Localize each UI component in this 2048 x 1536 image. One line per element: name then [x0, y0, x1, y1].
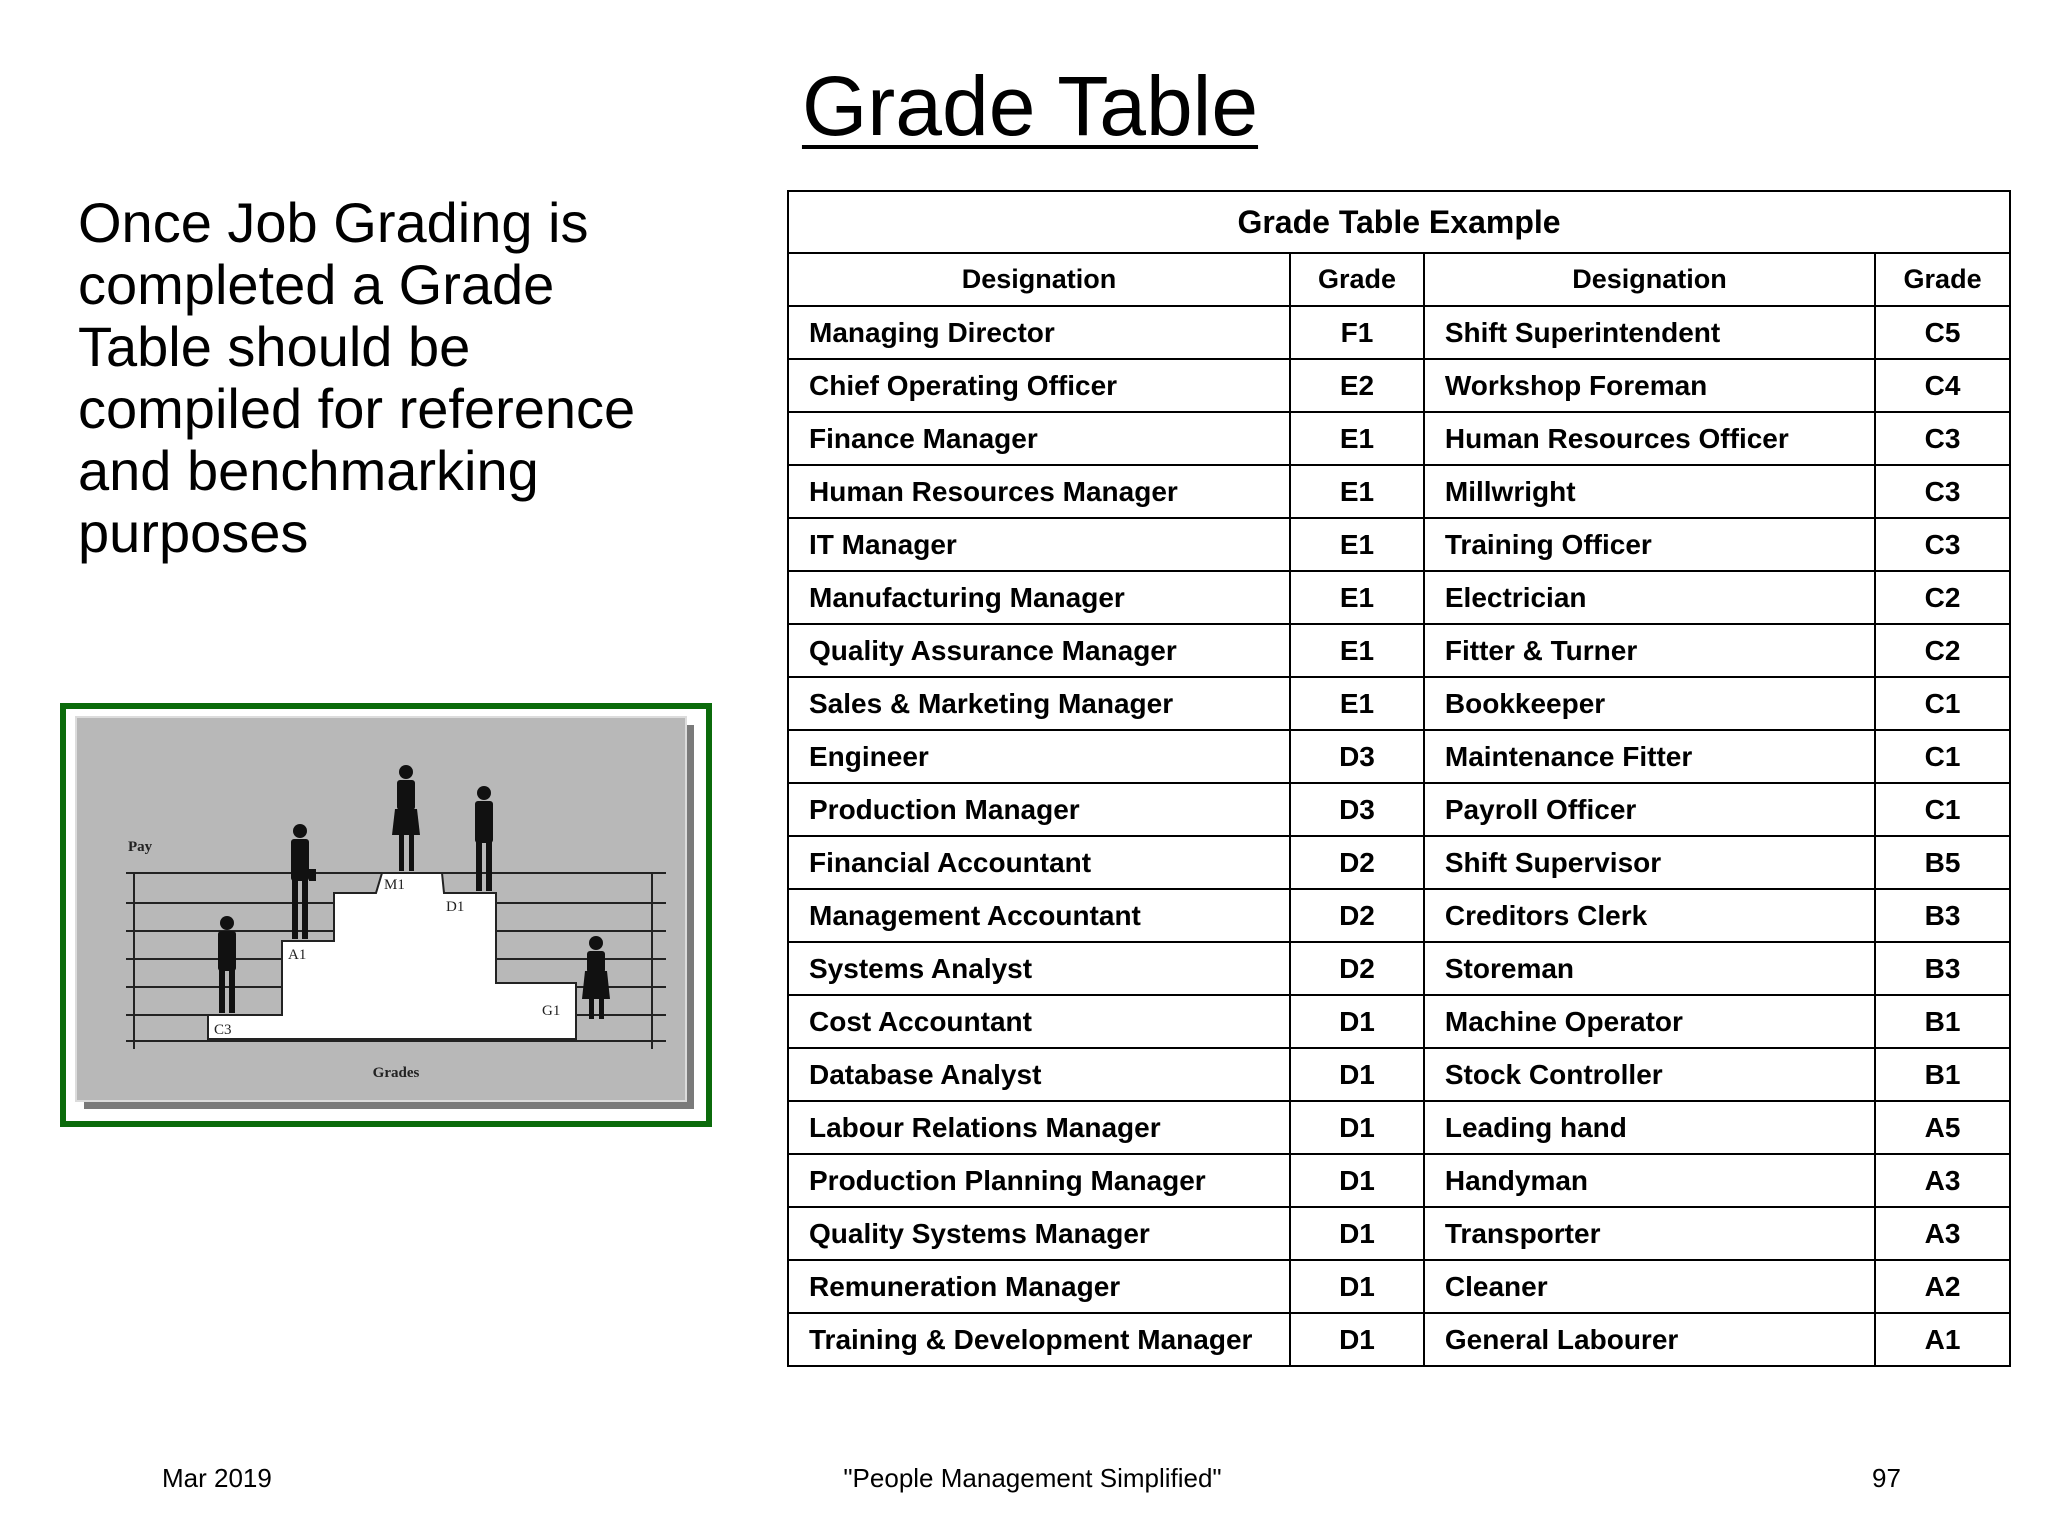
grade-cell: C2: [1875, 624, 2010, 677]
designation-cell: Production Planning Manager: [788, 1154, 1290, 1207]
designation-cell: Training & Development Manager: [788, 1313, 1290, 1366]
designation-cell: Leading hand: [1424, 1101, 1875, 1154]
designation-cell: Human Resources Manager: [788, 465, 1290, 518]
footer-date: Mar 2019: [162, 1463, 272, 1493]
grade-cell: D1: [1290, 1048, 1424, 1101]
table-row: [788, 1154, 2010, 1207]
table-row: [788, 677, 2010, 730]
designation-cell: Machine Operator: [1424, 995, 1875, 1048]
header-designation-left: Designation: [788, 253, 1290, 306]
designation-cell: Human Resources Officer: [1424, 412, 1875, 465]
designation-cell: Remuneration Manager: [788, 1260, 1290, 1313]
grade-cell: C2: [1875, 571, 2010, 624]
grade-cell: D2: [1290, 889, 1424, 942]
designation-cell: Millwright: [1424, 465, 1875, 518]
grade-cell: C3: [1875, 412, 2010, 465]
table-header-row: [788, 253, 2010, 306]
grade-cell: F1: [1290, 306, 1424, 359]
grade-cell: D1: [1290, 995, 1424, 1048]
table-row: [788, 783, 2010, 836]
grade-cell: E2: [1290, 359, 1424, 412]
footer-book-title: "People Management Simplified": [843, 1463, 1222, 1493]
table-row: [788, 1101, 2010, 1154]
step-label-m1: M1: [384, 877, 405, 893]
designation-cell: Finance Manager: [788, 412, 1290, 465]
designation-cell: Handyman: [1424, 1154, 1875, 1207]
grade-cell: E1: [1290, 412, 1424, 465]
grades-axis-label: Grades: [372, 1065, 420, 1081]
designation-cell: Shift Superintendent: [1424, 306, 1875, 359]
designation-cell: Electrician: [1424, 571, 1875, 624]
designation-cell: IT Manager: [788, 518, 1290, 571]
intro-text: Once Job Grading is completed a Grade Table should be compiled for reference and benchmarking purposes: [78, 191, 636, 564]
designation-cell: Training Officer: [1424, 518, 1875, 571]
designation-cell: Transporter: [1424, 1207, 1875, 1260]
grade-table: [787, 190, 2011, 1367]
grade-cell: D3: [1290, 730, 1424, 783]
grade-cell: A3: [1875, 1154, 2010, 1207]
designation-cell: Systems Analyst: [788, 942, 1290, 995]
designation-cell: Storeman: [1424, 942, 1875, 995]
designation-cell: Quality Assurance Manager: [788, 624, 1290, 677]
designation-cell: Stock Controller: [1424, 1048, 1875, 1101]
grade-cell: D1: [1290, 1101, 1424, 1154]
step-label-c3: C3: [214, 1022, 232, 1038]
grade-cell: C1: [1875, 730, 2010, 783]
grade-cell: D3: [1290, 783, 1424, 836]
grade-cell: B5: [1875, 836, 2010, 889]
table-row: [788, 730, 2010, 783]
page-title: Grade Table: [801, 59, 1259, 153]
grade-cell: E1: [1290, 571, 1424, 624]
designation-cell: Management Accountant: [788, 889, 1290, 942]
table-row: [788, 571, 2010, 624]
step-label-d1: D1: [446, 899, 465, 915]
designation-cell: Cost Accountant: [788, 995, 1290, 1048]
grade-cell: D1: [1290, 1207, 1424, 1260]
table-row: [788, 995, 2010, 1048]
grade-cell: C3: [1875, 465, 2010, 518]
grade-cell: C5: [1875, 306, 2010, 359]
grade-cell: A2: [1875, 1260, 2010, 1313]
table-row: [788, 412, 2010, 465]
designation-cell: Database Analyst: [788, 1048, 1290, 1101]
table-row: [788, 624, 2010, 677]
table-row: [788, 465, 2010, 518]
grade-cell: D1: [1290, 1313, 1424, 1366]
designation-cell: Financial Accountant: [788, 836, 1290, 889]
grade-cell: B3: [1875, 942, 2010, 995]
staircase-diagram: [66, 709, 706, 1121]
grade-cell: E1: [1290, 518, 1424, 571]
grade-cell: A3: [1875, 1207, 2010, 1260]
table-row: [788, 942, 2010, 995]
table-row: [788, 306, 2010, 359]
designation-cell: Production Manager: [788, 783, 1290, 836]
table-row: [788, 889, 2010, 942]
grade-cell: A5: [1875, 1101, 2010, 1154]
grade-cell: B3: [1875, 889, 2010, 942]
grade-cell: E1: [1290, 677, 1424, 730]
header-grade-left: Grade: [1290, 253, 1424, 306]
grade-cell: C1: [1875, 677, 2010, 730]
table-row: [788, 1313, 2010, 1366]
grade-cell: D1: [1290, 1260, 1424, 1313]
grading-illustration: [60, 703, 712, 1127]
grade-cell: C3: [1875, 518, 2010, 571]
designation-cell: Bookkeeper: [1424, 677, 1875, 730]
page-number: 97: [1872, 1463, 1901, 1493]
designation-cell: Quality Systems Manager: [788, 1207, 1290, 1260]
grade-cell: A1: [1875, 1313, 2010, 1366]
designation-cell: Fitter & Turner: [1424, 624, 1875, 677]
table-caption: Grade Table Example: [788, 191, 2010, 253]
table-row: [788, 1260, 2010, 1313]
designation-cell: Shift Supervisor: [1424, 836, 1875, 889]
table-caption-row: [788, 191, 2010, 253]
designation-cell: Sales & Marketing Manager: [788, 677, 1290, 730]
designation-cell: Labour Relations Manager: [788, 1101, 1290, 1154]
grade-cell: E1: [1290, 624, 1424, 677]
header-grade-right: Grade: [1875, 253, 2010, 306]
header-designation-right: Designation: [1424, 253, 1875, 306]
designation-cell: Engineer: [788, 730, 1290, 783]
designation-cell: Manufacturing Manager: [788, 571, 1290, 624]
table-row: [788, 1048, 2010, 1101]
table-row: [788, 518, 2010, 571]
grade-cell: B1: [1875, 995, 2010, 1048]
designation-cell: Cleaner: [1424, 1260, 1875, 1313]
grade-cell: C1: [1875, 783, 2010, 836]
step-label-g1: G1: [542, 1003, 561, 1019]
grade-cell: E1: [1290, 465, 1424, 518]
table-row: [788, 1207, 2010, 1260]
grade-cell: B1: [1875, 1048, 2010, 1101]
designation-cell: General Labourer: [1424, 1313, 1875, 1366]
designation-cell: Maintenance Fitter: [1424, 730, 1875, 783]
grade-cell: C4: [1875, 359, 2010, 412]
designation-cell: Payroll Officer: [1424, 783, 1875, 836]
table-row: [788, 836, 2010, 889]
designation-cell: Chief Operating Officer: [788, 359, 1290, 412]
designation-cell: Managing Director: [788, 306, 1290, 359]
designation-cell: Creditors Clerk: [1424, 889, 1875, 942]
table-row: [788, 359, 2010, 412]
pay-axis-label: Pay: [128, 839, 153, 855]
grade-cell: D2: [1290, 942, 1424, 995]
designation-cell: Workshop Foreman: [1424, 359, 1875, 412]
step-label-a1: A1: [288, 947, 307, 963]
grade-cell: D2: [1290, 836, 1424, 889]
grade-cell: D1: [1290, 1154, 1424, 1207]
